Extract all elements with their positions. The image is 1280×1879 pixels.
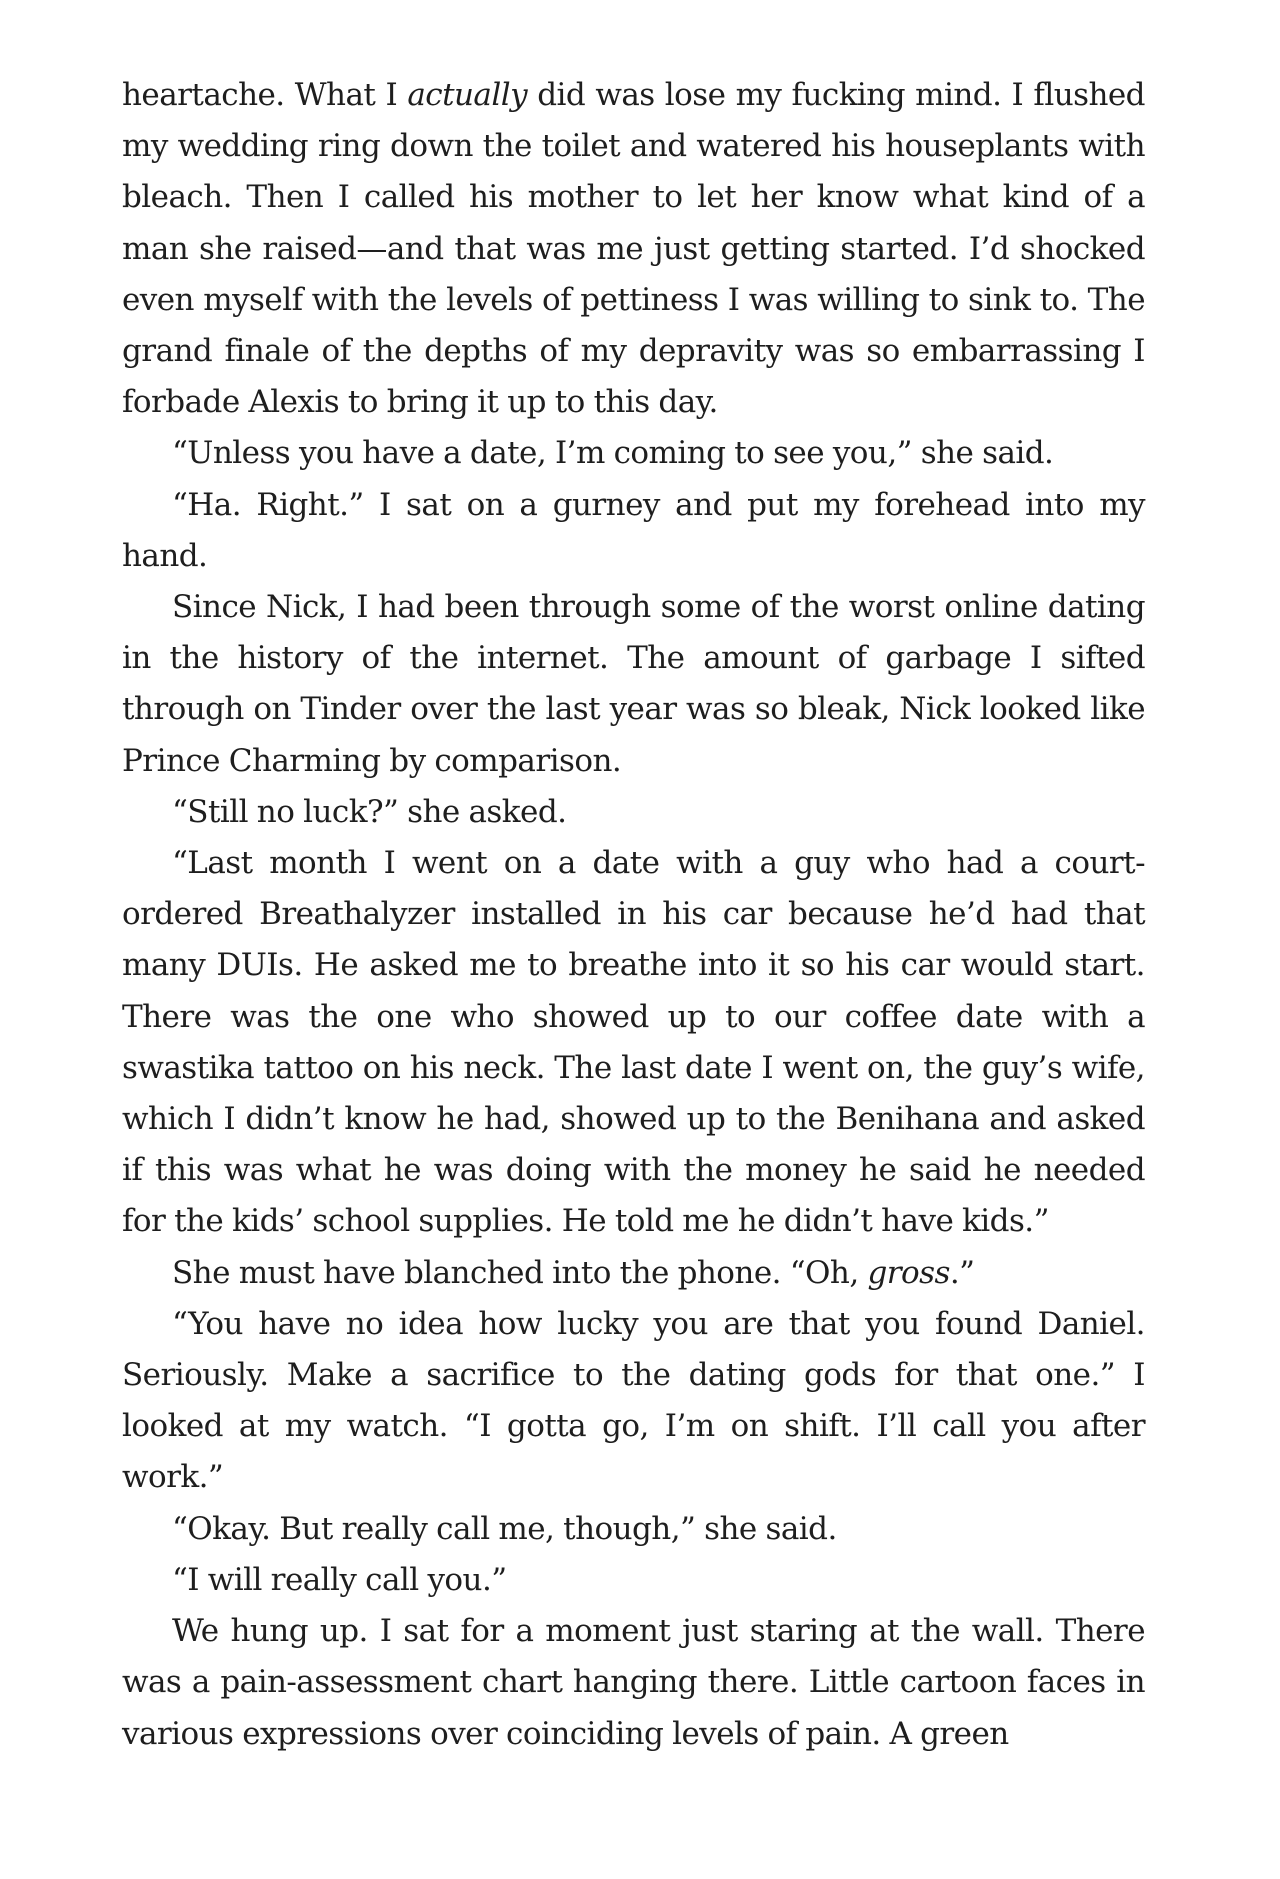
paragraph (122, 1299, 1145, 1504)
text-run: “Unless you have a date, I’m coming to see you,” she said. (172, 435, 1054, 472)
text-run: heartache. What I (122, 77, 408, 113)
paragraph (122, 1248, 1145, 1299)
text-run: .” (949, 1254, 975, 1291)
paragraph (122, 480, 1145, 582)
text-run: She must have blanched into the phone. “Oh, (172, 1254, 868, 1291)
italic-text: actually (407, 77, 528, 113)
paragraph (122, 838, 1145, 1248)
paragraph (122, 428, 1145, 479)
text-run: We hung up. I sat for a moment just staring at the wall. There was a pain-assessment chart hanging there. Little cartoon faces in various expressions over coinciding levels of pain. A green (122, 1613, 1145, 1752)
text-run: “You have no idea how lucky you are that you found Daniel. Seriously. Make a sacrifice to the dating gods for that one.” I looked at my watch. “I gotta go, I’m on shift. I’ll call you after work.” (122, 1305, 1145, 1496)
paragraph (122, 1555, 1145, 1606)
body-text (122, 70, 1145, 1760)
text-run: “Last month I went on a date with a guy who had a court-ordered Breathalyzer installed in his car because he’d had that many DUIs. He asked me to breathe into it so his car would start. There was the one who showed up to our coffee date with a swastika tattoo on his neck. The last date I went on, the guy’s wife, which I didn’t know he had, showed up to the Benihana and asked if this was what he was doing with the money he said he needed for the kids’ school supplies. He told me he didn’t have kids.” (122, 845, 1145, 1240)
paragraph (122, 1606, 1145, 1760)
text-run: “I will really call you.” (172, 1561, 507, 1598)
paragraph (122, 787, 1145, 838)
text-run: Since Nick, I had been through some of the worst online dating in the history of the internet. The amount of garbage I sifted through on Tinder over the last year was so bleak, Nick looked like Prince Charming by comparison. (122, 589, 1145, 779)
italic-text: gross (867, 1254, 950, 1291)
paragraph (122, 1504, 1145, 1555)
text-run: “Still no luck?” she asked. (172, 793, 567, 830)
text-run: “Okay. But really call me, though,” she said. (172, 1510, 837, 1547)
text-run: did was lose my fucking mind. I flushed my wedding ring down the toilet and watered his houseplants with bleach. Then I called his mother to let her know what kind of a man she raised—and that was me just getting started. I’d shocked even myself with the levels of pettiness I was willing to sink to. The grand finale of the depths of my depravity was so embarrassing I forbade Alexis to bring it up to this day. (122, 77, 1145, 421)
paragraph (122, 582, 1145, 787)
text-run: “Ha. Right.” I sat on a gurney and put my forehead into my hand. (122, 486, 1145, 574)
paragraph (122, 70, 1145, 428)
